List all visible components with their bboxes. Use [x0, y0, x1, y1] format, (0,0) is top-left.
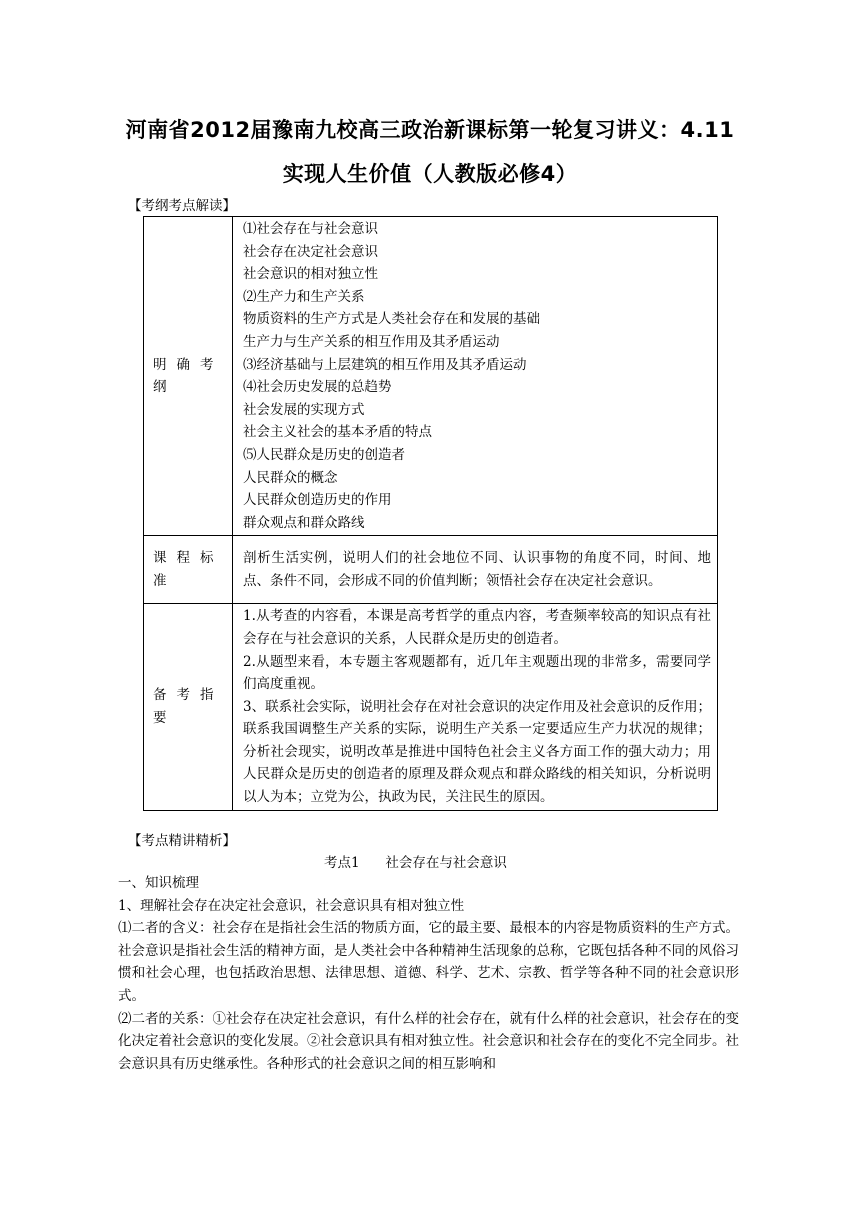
- document-title-line-1: 河南省2012届豫南九校高三政治新课标第一轮复习讲义：4.11: [125, 118, 735, 142]
- outline-line: 社会存在决定社会意识: [243, 243, 378, 260]
- exam-guide-paragraph: 2.从题型来看，本专题主客观题都有，近几年主观题出现的非常多，需要同学们高度重视。: [243, 653, 711, 693]
- outline-line: 物质资料的生产方式是人类社会存在和发展的基础: [243, 311, 540, 328]
- table-row-outline: [144, 217, 718, 536]
- row-content-exam-guide: [233, 604, 718, 810]
- outline-line: ⑷社会历史发展的总趋势: [243, 379, 392, 396]
- outline-line: ⑸人民群众是历史的创造者: [243, 446, 405, 463]
- table-row-exam-guide: [144, 604, 718, 810]
- exam-guide-paragraph: 1.从考查的内容看，本课是高考哲学的重点内容，考查频率较高的知识点有社会存在与社会意识的关系，人民群众是历史的创造者。: [243, 608, 711, 647]
- body-text: [118, 872, 739, 1075]
- outline-line: ⑴社会存在与社会意识: [243, 221, 378, 237]
- outline-line: ⑵生产力和生产关系: [243, 288, 365, 305]
- outline-line: 社会发展的实现方式: [243, 401, 365, 418]
- row-label-curriculum: 课程标准: [144, 536, 233, 604]
- body-paragraph: ⑴二者的含义：社会存在是指社会生活的物质方面，它的最主要、最根本的内容是物质资料的生产方式。社会意识是指社会生活的精神方面，是人类社会中各种精神生活现象的总称，它既包括各种不同的风俗习惯和社会心理，也包括政治思想、法律思想、道德、科学、艺术、宗教、哲学等各种不同的社会意识形式。: [118, 920, 739, 1004]
- row-content-curriculum: [233, 536, 718, 604]
- exam-guide-paragraph: 3、联系社会实际，说明社会存在对社会意识的决定作用及社会意识的反作用；联系我国调整生产关系的实际，说明生产关系一定要适应生产力状况的规律；分析社会现实，说明改革是推进中国特色社会主义各方面工作的强大动力；用人民群众是历史的创造者的原理及群众观点和群众路线的相关知识，分析说明以人为本；立党为公，执政为民，关注民生的原因。: [243, 698, 711, 806]
- outline-line: 人民群众创造历史的作用: [243, 492, 392, 509]
- row-label-outline: 明确考纲: [144, 217, 233, 536]
- outline-line: 群众观点和群众路线: [243, 514, 365, 531]
- kaodian-title: 考点1 社会存在与社会意识: [324, 855, 507, 871]
- body-paragraph: 一、知识梳理: [118, 875, 199, 891]
- curriculum-paragraph: 剖析生活实例，说明人们的社会地位不同、认识事物的角度不同，时间、地点、条件不同，会形成不同的价值判断；领悟社会存在决定社会意识。: [243, 550, 711, 589]
- row-label-exam-guide: 备考指要: [144, 604, 233, 810]
- row-content-outline: [233, 217, 718, 536]
- section-heading-exam-outline: 【考纲考点解读】: [128, 198, 236, 214]
- outline-line: 人民群众的概念: [243, 469, 338, 486]
- document-title-line-2: 实现人生价值（人教版必修4）: [282, 162, 578, 186]
- section-heading-key-points: 【考点精讲精析】: [128, 833, 236, 849]
- body-paragraph: 1、理解社会存在决定社会意识，社会意识具有相对独立性: [118, 897, 465, 914]
- outline-line: 社会意识的相对独立性: [243, 266, 378, 283]
- outline-line: 社会主义社会的基本矛盾的特点: [243, 424, 432, 441]
- outline-line: ⑶经济基础与上层建筑的相互作用及其矛盾运动: [243, 356, 527, 373]
- body-paragraph: ⑵二者的关系：①社会存在决定社会意识，有什么样的社会存在，就有什么样的社会意识，社会存在的变化决定着社会意识的变化发展。②社会意识具有相对独立性。社会意识和社会存在的变化不完全同步。社会意识具有历史继承性。各种形式的社会意识之间的相互影响和: [118, 1010, 739, 1072]
- exam-outline-table: [143, 216, 718, 811]
- outline-line: 生产力与生产关系的相互作用及其矛盾运动: [243, 333, 500, 350]
- table-row-curriculum: [144, 536, 718, 604]
